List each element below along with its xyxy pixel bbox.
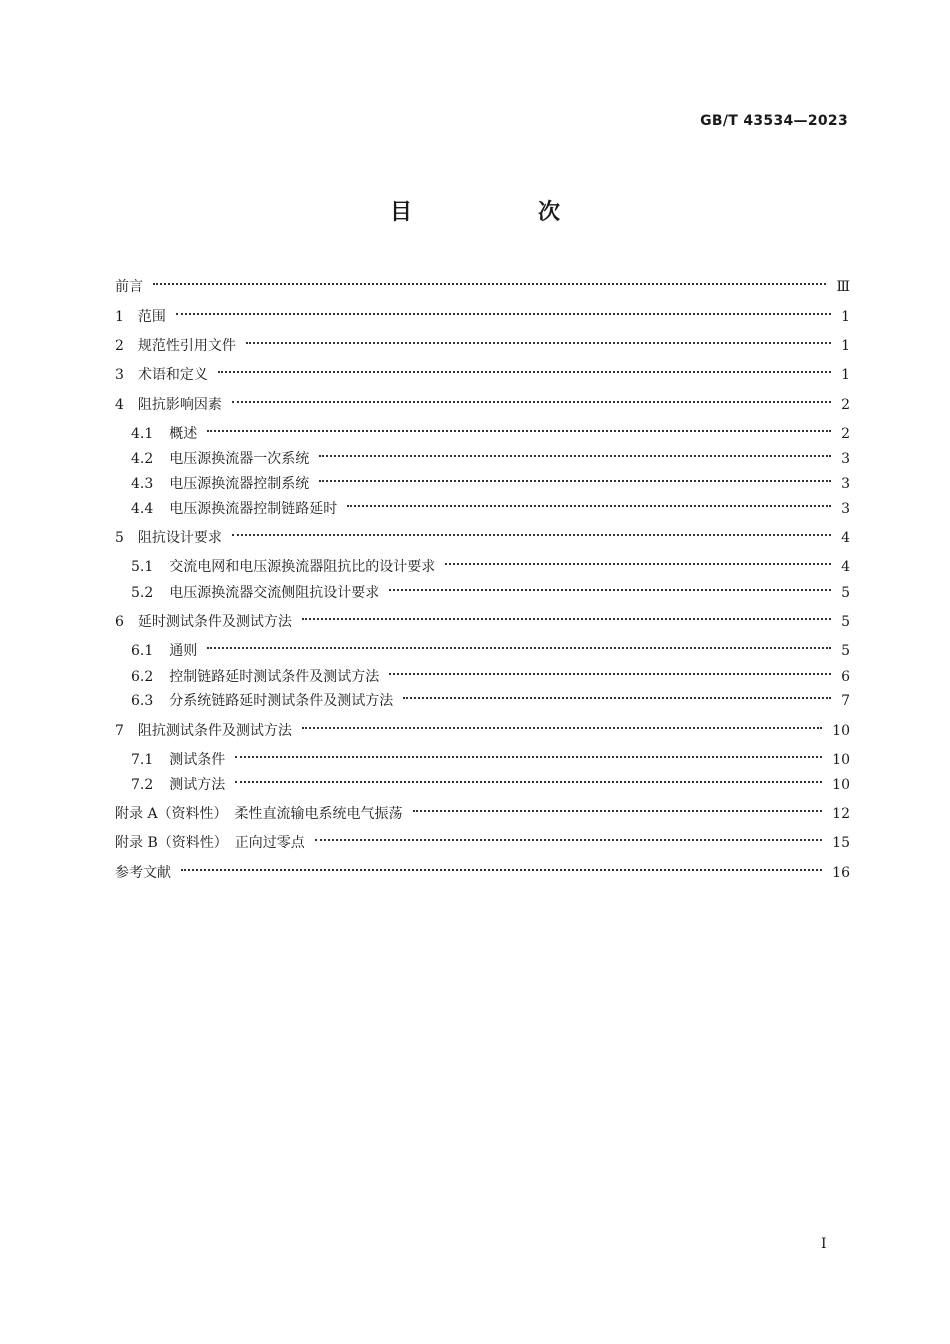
toc-title: 目 次: [389, 200, 612, 225]
toc-dot-leader: [232, 522, 831, 542]
toc-dot-leader: [181, 857, 822, 877]
toc-entry-label: 电压源换流器交流侧阻抗设计要求: [169, 585, 380, 601]
toc-entry-page: 12: [832, 806, 850, 822]
toc-entry-number: 4.3: [131, 476, 154, 492]
toc-entry-label: 规范性引用文件: [137, 338, 236, 354]
toc-entry-page: 10: [832, 777, 850, 793]
toc-entry[interactable]: [131, 493, 850, 517]
toc-entry-label: 控制链路延时测试条件及测试方法: [169, 669, 380, 685]
toc-entry[interactable]: [131, 468, 850, 492]
toc-dot-leader: [176, 301, 831, 321]
toc-entry-number: 6.2: [131, 669, 154, 685]
toc-dot-leader: [153, 271, 826, 291]
toc-entry-number: 6.3: [131, 693, 154, 709]
toc-entry-page: 4: [841, 530, 850, 546]
toc-entry-number: 5.1: [131, 559, 154, 575]
toc-entry-page: 7: [841, 693, 850, 709]
toc-entry-label: 延时测试条件及测试方法: [137, 614, 292, 630]
toc-entry-page: 2: [841, 426, 850, 442]
toc-dot-leader: [207, 635, 831, 655]
toc-entry-number: 2: [115, 338, 124, 354]
toc-dot-leader: [445, 551, 831, 571]
toc-entry[interactable]: [115, 827, 850, 851]
toc-entry-label: 交流电网和电压源换流器阻抗比的设计要求: [169, 559, 436, 575]
toc-entry[interactable]: [115, 857, 850, 881]
toc-dot-leader: [232, 389, 831, 409]
toc-entry-page: 5: [841, 585, 850, 601]
toc-dot-leader: [413, 798, 823, 818]
page-number: I: [821, 1236, 827, 1252]
toc-entry[interactable]: [115, 301, 850, 325]
toc-entry[interactable]: [131, 418, 850, 442]
toc-entry-label: 电压源换流器控制链路延时: [169, 501, 338, 517]
toc-entry-label: 测试条件: [169, 752, 226, 768]
toc-entry[interactable]: [131, 443, 850, 467]
toc-dot-leader: [319, 443, 831, 463]
toc-entry-label: 电压源换流器一次系统: [169, 451, 310, 467]
toc-entry-page: 1: [841, 338, 850, 354]
toc-entry[interactable]: [115, 522, 850, 546]
toc-dot-leader: [235, 744, 822, 764]
toc-entry-number: 7.2: [131, 777, 154, 793]
toc-entry-label: 范围: [137, 309, 166, 325]
toc-entry-number: 7.1: [131, 752, 154, 768]
toc-entry-number: 1: [115, 309, 124, 325]
toc-entry-page: 1: [841, 367, 850, 383]
toc-entry-page: 15: [832, 835, 850, 851]
toc-entry-number: 5: [115, 530, 124, 546]
toc-entry-label: 附录 B（资料性） 正向过零点: [115, 835, 305, 851]
toc-entry[interactable]: [131, 685, 850, 709]
toc-entry[interactable]: [131, 769, 850, 793]
toc-entry-page: 3: [841, 501, 850, 517]
toc-entry-label: 电压源换流器控制系统: [169, 476, 310, 492]
toc-entry-label: 测试方法: [169, 777, 226, 793]
toc-entry-page: 2: [841, 397, 850, 413]
toc-entry[interactable]: [115, 606, 850, 630]
toc-entry-label: 概述: [169, 426, 198, 442]
toc-entry-label: 通则: [169, 643, 198, 659]
toc-dot-leader: [246, 330, 831, 350]
standard-code: GB/T 43534—2023: [700, 113, 848, 129]
toc-entry[interactable]: [115, 330, 850, 354]
toc-entry[interactable]: [131, 551, 850, 575]
toc-entry-page: 5: [841, 643, 850, 659]
toc-entry-page: 3: [841, 476, 850, 492]
toc-entry-page: 10: [832, 752, 850, 768]
toc-entry-label: 阻抗影响因素: [137, 397, 222, 413]
toc-dot-leader: [389, 661, 831, 681]
toc-entry-number: 4.4: [131, 501, 154, 517]
toc-entry-number: 5.2: [131, 585, 154, 601]
toc-dot-leader: [315, 827, 822, 847]
toc-entry-label: 阻抗测试条件及测试方法: [137, 723, 292, 739]
toc-entry-number: 7: [115, 723, 124, 739]
toc-entry[interactable]: [115, 271, 850, 295]
toc-entry[interactable]: [131, 635, 850, 659]
toc-entry-page: 4: [841, 559, 850, 575]
toc-entry-number: 4.1: [131, 426, 154, 442]
toc-entry[interactable]: [115, 798, 850, 822]
toc-entry[interactable]: [115, 359, 850, 383]
toc-entry-page: Ⅲ: [836, 279, 850, 295]
toc-entry-number: 6: [115, 614, 124, 630]
toc-entry-label: 附录 A（资料性） 柔性直流输电系统电气振荡: [115, 806, 403, 822]
toc-dot-leader: [347, 493, 831, 513]
toc-entry-page: 5: [841, 614, 850, 630]
toc-entry-page: 16: [832, 865, 850, 881]
toc-entry-label: 参考文献: [115, 865, 171, 881]
toc-entry-number: 4: [115, 397, 124, 413]
toc-entry[interactable]: [115, 389, 850, 413]
toc-entry-number: 6.1: [131, 643, 154, 659]
toc-entry-label: 前言: [115, 279, 143, 295]
toc-dot-leader: [235, 769, 822, 789]
toc-entry[interactable]: [131, 661, 850, 685]
toc-dot-leader: [403, 685, 831, 705]
toc-entry-page: 6: [841, 669, 850, 685]
toc-entry[interactable]: [131, 744, 850, 768]
toc-entry[interactable]: [115, 715, 850, 739]
toc-entry-label: 阻抗设计要求: [137, 530, 222, 546]
toc-dot-leader: [218, 359, 831, 379]
toc-entry[interactable]: [131, 577, 850, 601]
toc-dot-leader: [389, 577, 831, 597]
toc-entry-number: 4.2: [131, 451, 154, 467]
toc-entry-label: 术语和定义: [137, 367, 208, 383]
toc-dot-leader: [319, 468, 831, 488]
toc-entry-label: 分系统链路延时测试条件及测试方法: [169, 693, 394, 709]
toc-dot-leader: [302, 606, 831, 626]
toc-entry-page: 10: [832, 723, 850, 739]
toc-dot-leader: [302, 715, 822, 735]
toc-entry-number: 3: [115, 367, 124, 383]
toc-entry-page: 3: [841, 451, 850, 467]
toc-entry-page: 1: [841, 309, 850, 325]
toc-dot-leader: [207, 418, 831, 438]
